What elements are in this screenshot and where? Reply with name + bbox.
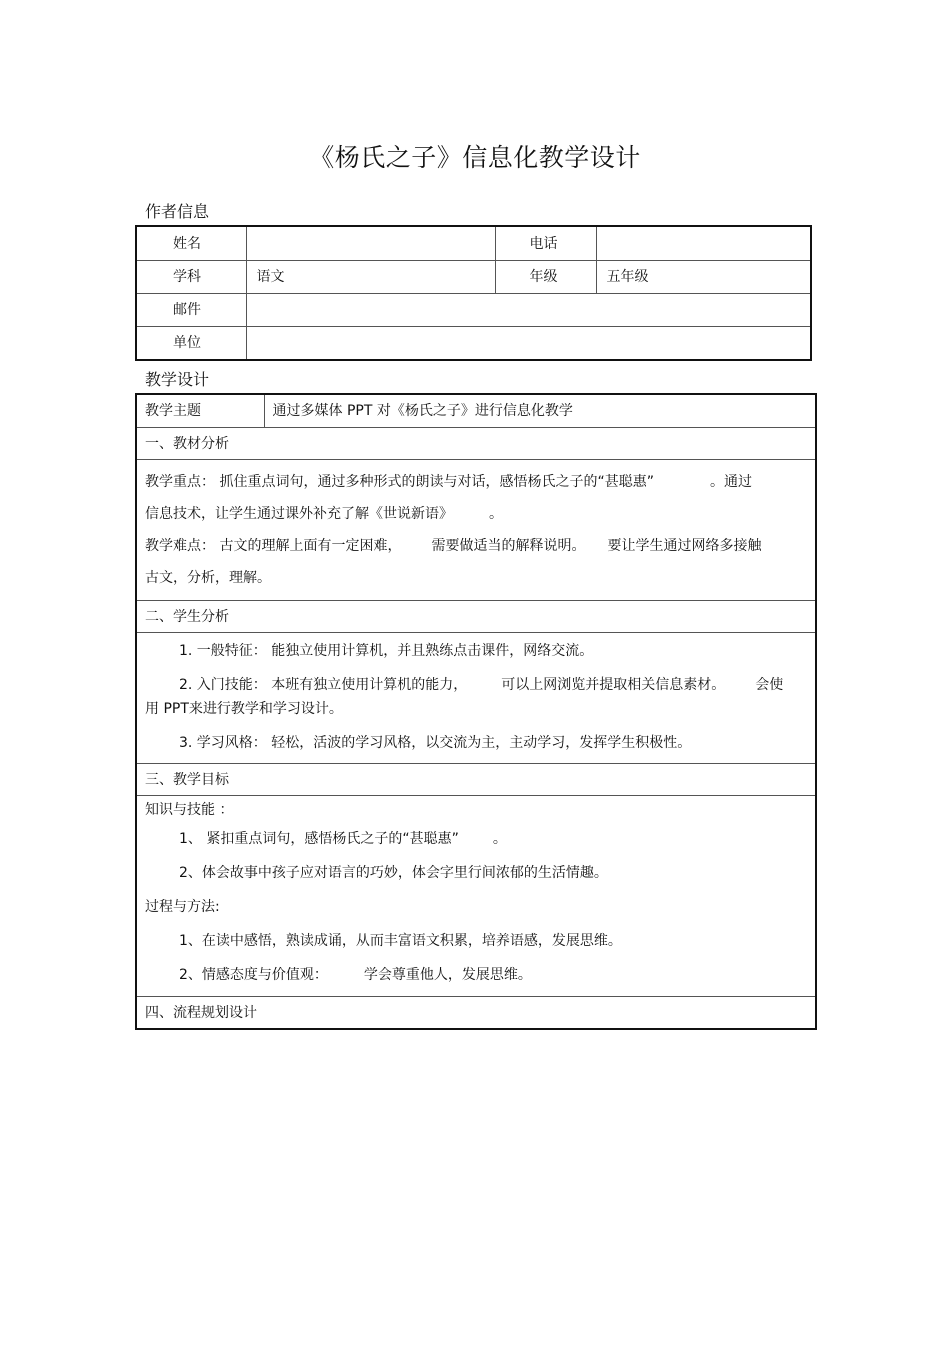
difficulty-line — [145, 530, 807, 562]
unit-value — [246, 327, 811, 361]
knowledge-item-1-end: 。 — [492, 831, 507, 847]
name-label: 姓名 — [136, 226, 246, 261]
entry-skills — [145, 673, 807, 697]
table-row — [136, 796, 816, 997]
student-analysis-header: 二、学生分析 — [136, 601, 816, 633]
grade-label: 年级 — [495, 261, 596, 294]
entry-skills-a: 2. 入门技能： 本班有独立使用计算机的能力， — [179, 677, 468, 693]
table-row — [136, 261, 811, 294]
teaching-goals-header: 三、教学目标 — [136, 764, 816, 796]
teaching-goals-content — [136, 796, 816, 997]
grade-value: 五年级 — [596, 261, 811, 294]
entry-skills-b: 可以上网浏览并提取相关信息素材。 — [501, 677, 726, 693]
teaching-design-table — [135, 393, 817, 1030]
student-analysis-content — [136, 633, 816, 764]
subject-value: 语文 — [246, 261, 495, 294]
table-row — [136, 997, 816, 1030]
name-value — [246, 226, 495, 261]
table-row — [136, 460, 816, 601]
key-point-end: 。 — [489, 506, 503, 522]
material-analysis-header: 一、教材分析 — [136, 428, 816, 460]
knowledge-item-1 — [145, 822, 807, 856]
knowledge-item-2: 2、体会故事中孩子应对语言的巧妙，体会字里行间浓郁的生活情趣。 — [179, 865, 608, 881]
key-point-text-2: 信息技术，让学生通过课外补充了解《世说新语》 — [145, 506, 453, 522]
general-traits: 1. 一般特征： 能独立使用计算机，并且熟练点击课件，网络交流。 — [179, 643, 594, 659]
entry-skills-cont: 用 PPT来进行教学和学习设计。 — [145, 701, 343, 717]
table-row — [136, 601, 816, 633]
table-row — [136, 294, 811, 327]
topic-label: 教学主题 — [136, 394, 264, 428]
key-point-line — [145, 466, 807, 498]
table-row — [136, 226, 811, 261]
difficulty-text-a: 教学难点： 古文的理解上面有一定困难， — [145, 538, 402, 554]
process-item-2-text: 学会尊重他人，发展思维。 — [363, 967, 532, 983]
email-label: 邮件 — [136, 294, 246, 327]
table-row — [136, 394, 816, 428]
process-item-2-label: 2、情感态度与价值观： — [179, 967, 328, 983]
phone-label: 电话 — [495, 226, 596, 261]
key-point-text: 教学重点： 抓住重点词句，通过多种形式的朗读与对话，感悟杨氏之子的“甚聪惠” — [145, 474, 654, 490]
flow-planning-header: 四、流程规划设计 — [136, 997, 816, 1030]
process-item-2 — [145, 958, 807, 992]
difficulty-line-2: 古文，分析，理解。 — [145, 570, 271, 586]
unit-label: 单位 — [136, 327, 246, 361]
subject-label: 学科 — [136, 261, 246, 294]
design-section-heading: 教学设计 — [145, 370, 210, 389]
difficulty-text-b: 需要做适当的解释说明。 — [431, 538, 586, 554]
material-analysis-content — [136, 460, 816, 601]
author-info-table — [135, 225, 812, 361]
author-section-heading: 作者信息 — [145, 202, 210, 221]
knowledge-item-1-text: 1、 紧扣重点词句，感悟杨氏之子的“甚聪惠” — [179, 831, 459, 847]
difficulty-text-c: 要让学生通过网络多接触 — [607, 538, 762, 554]
topic-value: 通过多媒体 PPT 对《杨氏之子》进行信息化教学 — [264, 394, 816, 428]
key-point-line-2 — [145, 498, 807, 530]
process-item-1: 1、在读中感悟，熟读成诵，从而丰富语文积累，培养语感，发展思维。 — [179, 933, 622, 949]
document-title: 《杨氏之子》信息化教学设计 — [309, 143, 641, 172]
knowledge-label: 知识与技能 ： — [145, 802, 234, 818]
table-row — [136, 764, 816, 796]
entry-skills-c: 会使 — [755, 677, 784, 693]
phone-value — [596, 226, 811, 261]
email-value — [246, 294, 811, 327]
table-row — [136, 327, 811, 361]
key-point-cont: 。通过 — [709, 474, 752, 490]
learning-style: 3. 学习风格： 轻松，活波的学习风格，以交流为主，主动学习，发挥学生积极性。 — [179, 735, 692, 751]
table-row — [136, 633, 816, 764]
table-row — [136, 428, 816, 460]
process-label: 过程与方法: — [145, 899, 220, 915]
